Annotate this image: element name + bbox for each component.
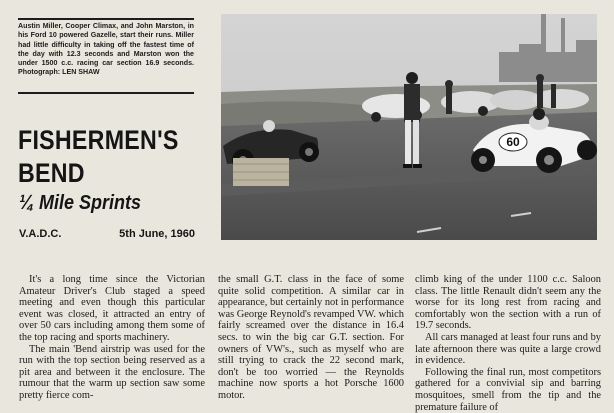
article-title [18,124,179,190]
paragraph: The main 'Bend airstrip was used for the run with the top section being reserved as a pit area and between it the enclosure. The rumour that the warm up section saw some pretty fierce com- [19,343,205,401]
article-subtitle: ¼ Mile Sprints [19,192,142,214]
photo-caption [18,18,194,94]
paragraph: climb king of the under 1100 c.c. Saloon class. The little Renault didn't seem any the worse for its long rest from racing and comfortably won the section with a run of 19.7 seconds. [415,274,601,332]
caption-text: Austin Miller, Cooper Climax, and John Marston, in his Ford 10 powered Gazelle, start their runs. Miller had little difficulty in taking off the fastest time of the day with 12.3 seconds and Marston won the under 1500 c.c. racing car section 16.9 seconds. Photograph: LEN SHAW [18,22,194,77]
paragraph: It's a long time since the Victorian Amateur Driver's Club staged a speed meeting and even though this particular event was closed, it attracted an entry of over 50 cars including among them some of the top racing and sports machinery. [19,274,205,343]
club-name: V.A.D.C. [19,228,62,240]
race-photo-illustration [221,14,597,240]
event-date: 5th June, 1960 [119,228,195,240]
article-column-1 [19,274,205,402]
car-number: 60 [506,135,520,149]
article-column-3 [415,274,601,413]
paragraph: All cars managed at least four runs and by late afternoon there was quite a large crowd in evidence. [415,331,601,367]
paragraph: Following the final run, most competitors gathered for a convivial sip and barring mosquitoes, smell from the tip and the premature failure of [415,366,601,413]
title-line-2: BEND [18,158,85,188]
paragraph: the small G.T. class in the face of some quite solid competition. A similar car in appearance, but certainly not in performance was George Reynold's revamped VW. which fairly screamed over the distance in 16.4 secs. to win the big car G.T. section. For owners of VW's., such as myself who are still trying to crack the 22 second mark, don't be too worried — the Reynolds machine now sports a hot Porsche 1600 motor. [218,274,404,401]
race-photo [221,14,597,240]
article-column-2 [218,274,404,402]
title-line-1: FISHERMEN'S [18,125,179,155]
byline [19,228,195,240]
